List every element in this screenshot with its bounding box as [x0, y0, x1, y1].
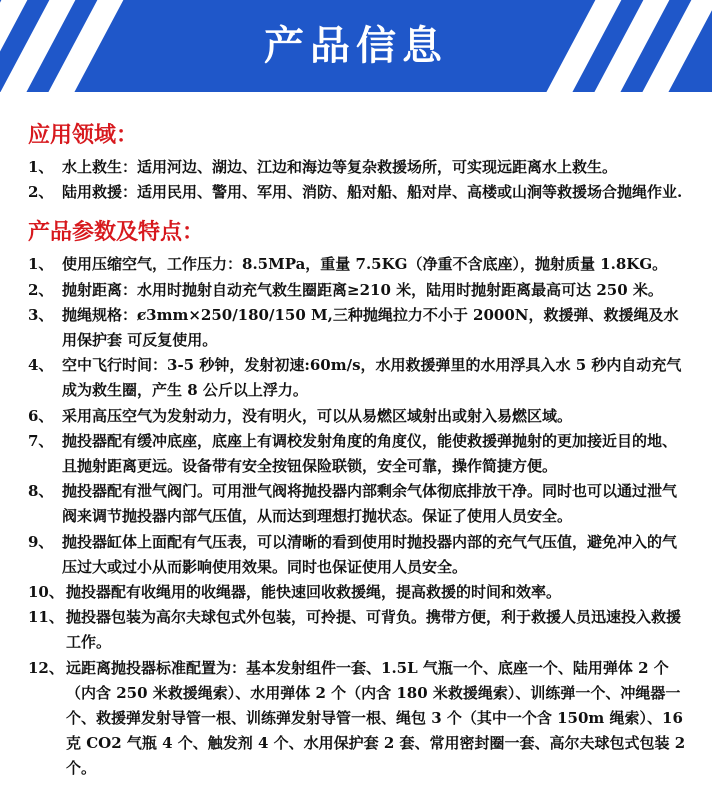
list-item	[0, 580, 712, 605]
item-number: 2、	[28, 280, 54, 299]
list-item	[0, 479, 712, 529]
list-item	[0, 155, 712, 180]
item-text: 陆用救援：适用民用、警用、军用、消防、船对船、船对岸、高楼或山涧等救援场合抛绳作业.	[62, 183, 683, 202]
item-number: 6、	[28, 406, 54, 425]
item-number: 8、	[28, 482, 54, 501]
item-text: 抛绳规格：ȼ3mm×250/180/150 M,三种抛绳拉力不小于 2000N，救援弹、救援绳及水用保护套 可反复使用。	[62, 305, 679, 350]
item-text: 采用高压空气为发射动力，没有明火，可以从易燃区域射出或射入易燃区域。	[62, 406, 573, 425]
banner-title: 产品信息	[264, 23, 448, 69]
item-number: 1、	[28, 255, 54, 274]
list-item	[0, 656, 712, 782]
item-text: 抛射距离：水用时抛射自动充气救生圈距离≥210 米，陆用时抛射距离最高可达 250 米。	[62, 280, 663, 299]
item-text: 抛投器配有缓冲底座，底座上有调校发射角度的角度仪，能使救援弹抛射的更加接近目的地、且抛射距离更远。设备带有安全按钮保险联锁，安全可靠，操作简捷方便。	[62, 431, 678, 476]
list-item	[0, 404, 712, 429]
item-text: 远距离抛投器标准配置为：基本发射组件一套、1.5L 气瓶一个、底座一个、陆用弹体 2 个（内含 250 米救援绳索）、水用弹体 2 个（内含 180 米救援绳索）、训练弹一个、冲绳器一个、救援弹发射导管一根、训练弹发射导管一根、绳包 3 个（其中一个含 150m 绳索）、16 克 CO2 气瓶 4 个、触发剂 4 个、水用保护套 2 套、常用密封圈一套、高尔夫球包式包装 2 个。	[66, 658, 686, 778]
header-banner	[0, 0, 712, 92]
item-number: 7、	[28, 431, 54, 450]
item-text: 水上救生：适用河边、湖边、江边和海边等复杂救援场所，可实现远距离水上救生。	[62, 158, 618, 176]
item-text: 抛投器配有收绳用的收绳器，能快速回收救援绳，提高救援的时间和效率。	[66, 583, 562, 602]
item-number: 9、	[28, 532, 54, 551]
item-number: 4、	[28, 356, 54, 375]
features-list	[0, 252, 712, 781]
list-item	[0, 180, 712, 205]
list-item	[0, 303, 712, 353]
list-item	[0, 530, 712, 580]
list-item	[0, 252, 712, 277]
item-number: 2、	[28, 183, 54, 202]
item-number: 10、	[28, 583, 64, 602]
item-number: 12、	[28, 658, 64, 677]
list-item	[0, 429, 712, 479]
application-section	[0, 92, 712, 205]
item-number: 1、	[28, 158, 54, 176]
application-list	[0, 155, 712, 205]
item-text: 抛投器配有泄气阀门。可用泄气阀将抛投器内部剩余气体彻底排放干净。同时也可以通过泄气阀来调节抛投器内部气压值，从而达到理想打抛状态。保证了使用人员安全。	[62, 482, 678, 526]
application-title: 应用领域：	[28, 123, 139, 148]
item-text: 抛投器包装为高尔夫球包式外包装，可拎提、可背负。携带方便，利于救援人员迅速投入救援工作。	[66, 608, 682, 652]
item-text: 空中飞行时间：3-5 秒钟，发射初速:60m/s，水用救援弹里的水用浮具入水 5 秒内自动充气成为救生圈，产生 8 公斤以上浮力。	[62, 356, 682, 400]
features-section	[0, 205, 712, 781]
item-text: 抛投器缸体上面配有气压表，可以清晰的看到使用时抛投器内部的充气气压值，避免冲入的气压过大或过小从而影响使用效果。同时也保证使用人员安全。	[62, 532, 678, 576]
features-title: 产品参数及特点：	[28, 220, 205, 246]
item-text: 使用压缩空气，工作压力：8.5MPa，重量 7.5KG（净重不含底座），抛射质量 1.8KG。	[62, 255, 668, 274]
item-number: 3、	[28, 305, 54, 324]
list-item	[0, 278, 712, 303]
list-item	[0, 605, 712, 655]
item-number: 11、	[28, 608, 64, 627]
list-item	[0, 353, 712, 403]
